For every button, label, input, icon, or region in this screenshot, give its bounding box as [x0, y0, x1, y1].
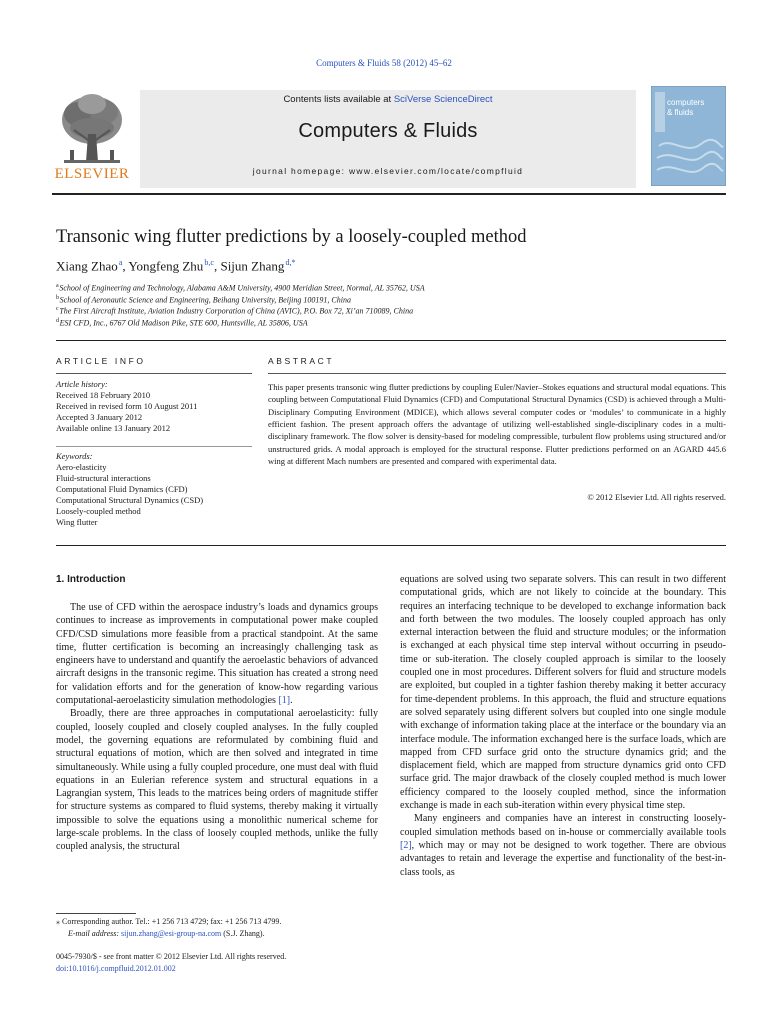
author-name: Sijun Zhang — [220, 258, 285, 274]
cover-title-line1: computers — [667, 98, 705, 107]
keyword-item: Fluid-structural interactions — [56, 473, 151, 483]
affiliation: $^b$ School of Aeronautic Science and Engineering, Beihang University, Beijing 100191, China — [56, 295, 351, 305]
author-name: Xiang Zhao — [56, 258, 118, 274]
abstract-heading: ABSTRACT — [268, 356, 335, 366]
header-divider — [52, 193, 726, 195]
corresponding-author-note: ⁎ Corresponding author. Tel.: +1 256 713 4729; fax: +1 256 713 4799. — [56, 917, 282, 926]
body-divider — [56, 545, 726, 546]
right-column — [400, 573, 726, 879]
journal-homepage-line — [140, 166, 636, 176]
left-column — [56, 601, 378, 854]
section-divider — [56, 340, 726, 341]
author-affil-mark[interactable]: b,c — [204, 258, 214, 267]
citation-ref-link[interactable]: [2] — [400, 839, 412, 851]
paragraph: Broadly, there are three approaches in computational aeroelasticity: fully coupled, loosely coupled and closely coupled analyses. In the fully coupled model, the governing equations are reformulated by combining fluid and structural equations of motion, which are then solved and integrated in time simultaneously. While using a fully coupled procedure, one must deal with fluid equations in an Eulerian reference system and structural equations in a Lagrangian system, This leads to the matrices being orders of magnitude stiffer for structure systems as compared to fluid systems, thereby making it virtually impossible to solve the equations using a monolithic numerical scheme for large-scale problems. In the class of loosely coupled methods, unlike the fully coupled analysis, the structural — [56, 708, 378, 853]
cover-title-line2: & fluids — [667, 108, 694, 117]
history-item: Available online 13 January 2012 — [56, 423, 171, 433]
journal-citation[interactable]: Computers & Fluids 58 (2012) 45–62 — [316, 58, 452, 68]
homepage-prefix: journal homepage: — [252, 166, 349, 176]
paragraph: The use of CFD within the aerospace industry’s loads and dynamics groups continues to increase as improvements in computational power make coupled CFD/CSD simulations more feasible from a practical standpoint. At the same time, flutter certification is becoming an increasingly challenging task as engineers have to understand and quantify the aeroelastic behaviors of advanced aircraft designs in the transonic regime. This situation has created a strong need for validation efforts and for the generation of know-how regarding various computational-aeroelasticity simulation methodologies [1]. — [56, 602, 378, 707]
history-item: Accepted 3 January 2012 — [56, 412, 143, 422]
keyword-item: Wing flutter — [56, 517, 98, 527]
journal-title: Computers & Fluids — [298, 120, 478, 142]
footnote-divider — [56, 913, 136, 914]
abstract-text: This paper presents transonic wing flutter predictions by coupling Euler/Navier–Stokes equations and structural modal equations. This coupling between Computational Fluid Dynamics (CFD) and Computational Structural Dynamics (CSD) is achieved through a Multi-Disciplinary Computing Environment (MDICE), which allows several computer codes or ‘modules’ to communicate in a highly efficient fashion. The present approach offers the advantage of utilizing well-established single-disciplinary codes in a multi-disciplinary framework. The flow solver is density-based for modeling compressible, turbulent flow problems using structured and/or unstructured grids. A modal approach is employed for the structural response. Flutter predictions performed on an AGARD 445.6 wing at different Mach numbers are presented and compared with experimental data. — [268, 382, 726, 467]
history-item: Received 18 February 2010 — [56, 390, 151, 400]
doi-link[interactable]: doi:10.1016/j.compfluid.2012.01.002 — [56, 964, 176, 973]
front-matter-line: 0045-7930/$ - see front matter © 2012 Elsevier Ltd. All rights reserved. — [56, 952, 287, 961]
affiliation: $^a$ School of Engineering and Technology, Alabama A&M University, 4900 Meridian Street, Normal, AL 35762, USA — [56, 283, 425, 293]
keyword-item: Computational Fluid Dynamics (CFD) — [56, 484, 188, 494]
article-info-heading: ARTICLE INFO — [56, 356, 146, 366]
copyright-notice: © 2012 Elsevier Ltd. All rights reserved. — [587, 492, 726, 502]
elsevier-wordmark: ELSEVIER — [54, 166, 130, 182]
contents-availability-line — [140, 94, 636, 105]
email-link[interactable]: sijun.zhang@esi-group-na.com — [121, 929, 222, 938]
section-heading-introduction: 1. Introduction — [56, 574, 126, 585]
homepage-url-link[interactable]: www.elsevier.com/locate/compfluid — [348, 166, 524, 176]
author-name: Yongfeng Zhu — [128, 258, 204, 274]
author-list: Xiang Zhao $^a$, Yongfeng Zhu $^{b,c}$, Sijun Zhang $^{d,*}$ — [56, 258, 296, 274]
history-label: Article history: — [56, 379, 108, 389]
author-affil-mark[interactable]: d,* — [285, 258, 296, 267]
keyword-item: Computational Structural Dynamics (CSD) — [56, 495, 204, 505]
paragraph: Many engineers and companies have an interest in constructing loosely-coupled simulation methods based on in-house or commercially available tools [2], which may or may not be designed to work together. There are obvious advantages to retain and leverage the expertise and functionality of the best-in-class tools, as — [400, 813, 726, 878]
keyword-item: Aero-elasticity — [56, 462, 107, 472]
keywords-label: Keywords: — [56, 451, 93, 461]
citation-ref-link[interactable]: [1] — [278, 695, 291, 707]
author-affil-mark[interactable]: a — [118, 258, 123, 267]
elsevier-logo — [52, 90, 132, 186]
keywords-rule — [56, 446, 252, 447]
keyword-item: Loosely-coupled method — [56, 506, 141, 516]
journal-cover-image — [651, 86, 726, 186]
email-note: E-mail address: sijun.zhang@esi-group-na.com (S.J. Zhang). — [68, 929, 265, 938]
affiliation: $^c$ The First Aircraft Institute, Aviation Industry Corporation of China (AVIC), P.O. Box 72, Xi’an 710089, China — [56, 306, 414, 316]
paragraph: equations are solved using two separate solvers. This can result in two different computational grids, which are not likely to coincide at the boundary. This requires an interfacing technique to be developed to exchange information back and forth between the two modules. The loosely coupled approach has only external interaction between the fluid and structure modules; or the information is exchanged at each physical time step interval without occurring in pseudo-time or sub-iteration. The closely coupled approach is similar to the loosely coupled one in most procedures. Different solvers for fluid and structure models are exploited, but coupled in a tighter fashion thereby making it better accuracy for time-dependent problems. In this approach, the fluid and structure equations are solved separately using different solvers but coupled into one single module with exchange of information taking place at the interface or the boundary via an interface module. The information exchanged here is the surface loads, which are mapped from CFD surface grid onto the structure dynamics grid; and the displacement field, which are mapped from structure dynamics grid onto CFD surface grid. The major drawback of the closely coupled method is much lower efficiency compared to the loosely coupled method, since the information exchange is made in each sub-iteration within every physical time step. — [400, 574, 726, 812]
abstract-rule — [268, 373, 726, 374]
article-title: Transonic wing flutter predictions by a loosely-coupled method — [56, 227, 527, 247]
history-item: Received in revised form 10 August 2011 — [56, 401, 198, 411]
sciencedirect-link[interactable]: SciVerse ScienceDirect — [393, 94, 493, 105]
article-info-rule — [56, 373, 252, 374]
affiliation: $^d$ ESI CFD, Inc., 6767 Old Madison Pike, STE 600, Huntsville, AL 35806, USA — [56, 318, 308, 328]
contents-prefix: Contents lists available at — [283, 94, 394, 105]
